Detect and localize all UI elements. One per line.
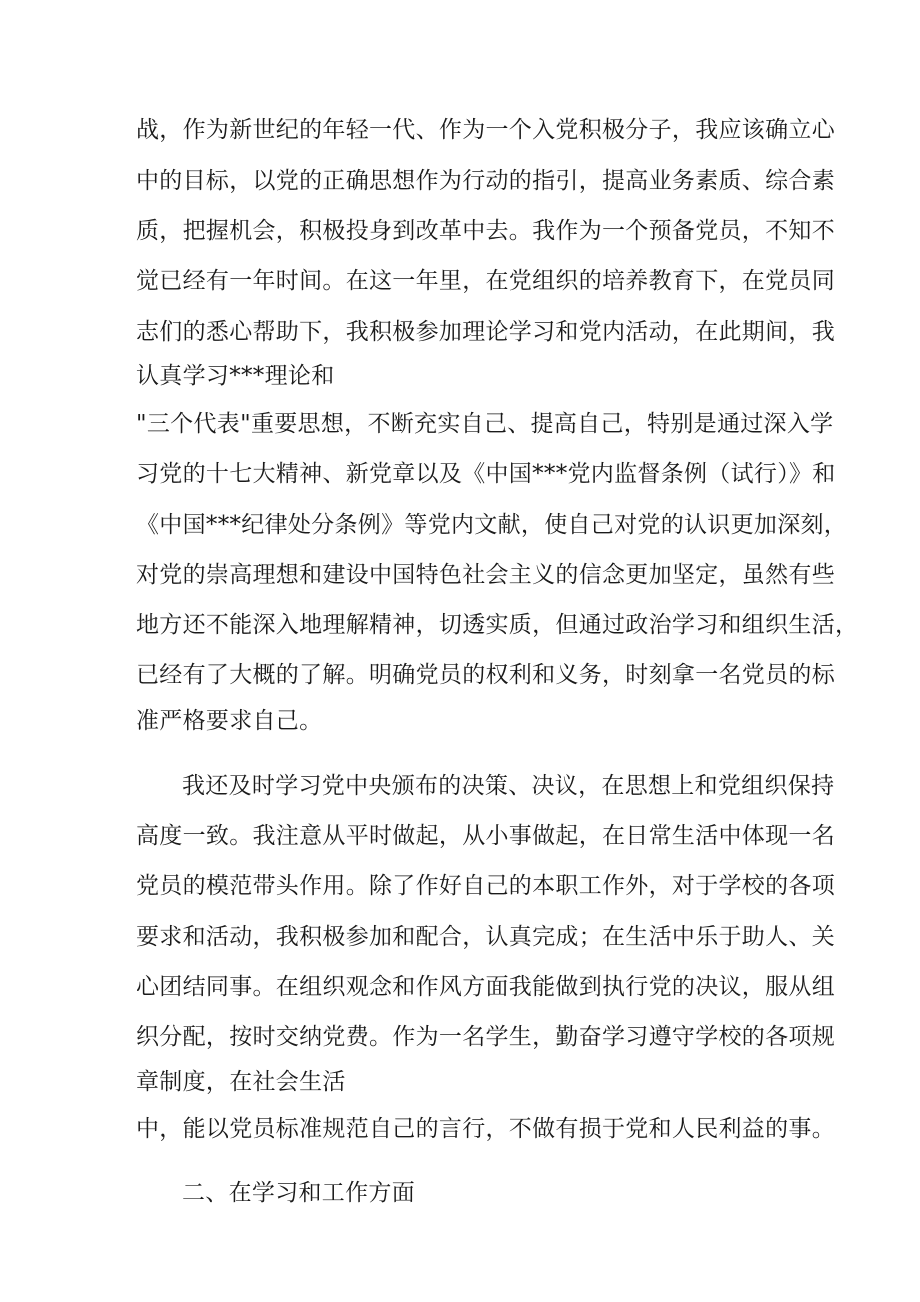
paragraph-2-line-2: 习党的十七大精神、新党章以及《中国***党内监督条例（试行）》和: [136, 461, 836, 487]
paragraph-1-line-6: 认真学习***理论和: [136, 363, 335, 389]
paragraph-2-line-1: "三个代表"重要思想，不断充实自己、提高自己，特别是通过深入学: [136, 411, 834, 437]
paragraph-3-line-2: 高度一致。我注意从平时做起，从小事做起，在日常生活中体现一名: [136, 823, 835, 849]
paragraph-2-line-3: 《中国***纪律处分条例》等党内文献，使自己对党的认识更加深刻，: [136, 512, 848, 538]
paragraph-1-line-1: 战，作为新世纪的年轻一代、作为一个入党积极分子，我应该确立心: [136, 117, 835, 143]
paragraph-4-line-1: 中，能以党员标准规范自己的言行，不做有损于党和人民利益的事。: [136, 1116, 835, 1142]
paragraph-3-line-4: 要求和活动，我积极参加和配合，认真完成；在生活中乐于助人、关: [136, 924, 835, 950]
paragraph-3-line-5: 心团结同事。在组织观念和作风方面我能做到执行党的决议，服从组: [136, 974, 835, 1000]
paragraph-3-line-6: 织分配，按时交纳党费。作为一名学生，勤奋学习遵守学校的各项规: [136, 1024, 835, 1050]
paragraph-1-line-4: 觉已经有一年时间。在这一年里，在党组织的培养教育下，在党员同: [136, 268, 835, 294]
paragraph-2-line-4: 对党的崇高理想和建设中国特色社会主义的信念更加坚定，虽然有些: [136, 562, 835, 588]
paragraph-2-line-5: 地方还不能深入地理解精神，切透实质，但通过政治学习和组织生活，: [136, 612, 859, 638]
section-heading: 二、在学习和工作方面: [182, 1180, 415, 1206]
paragraph-3-line-7: 章制度，在社会生活: [136, 1069, 346, 1095]
paragraph-3-line-3: 党员的模范带头作用。除了作好自己的本职工作外，对于学校的各项: [136, 873, 835, 899]
paragraph-1-line-2: 中的目标，以党的正确思想作为行动的指引，提高业务素质、综合素: [136, 168, 835, 194]
paragraph-1-line-3: 质，把握机会，积极投身到改革中去。我作为一个预备党员，不知不: [136, 218, 835, 244]
paragraph-3-line-1: 我还及时学习党中央颁布的决策、决议，在思想上和党组织保持: [182, 773, 835, 799]
paragraph-1-line-5: 志们的悉心帮助下，我积极参加理论学习和党内活动，在此期间，我: [136, 319, 835, 345]
paragraph-2-line-6: 已经有了大概的了解。明确党员的权利和义务，时刻拿一名党员的标: [136, 662, 835, 688]
paragraph-2-line-7: 准严格要求自己。: [136, 708, 323, 734]
